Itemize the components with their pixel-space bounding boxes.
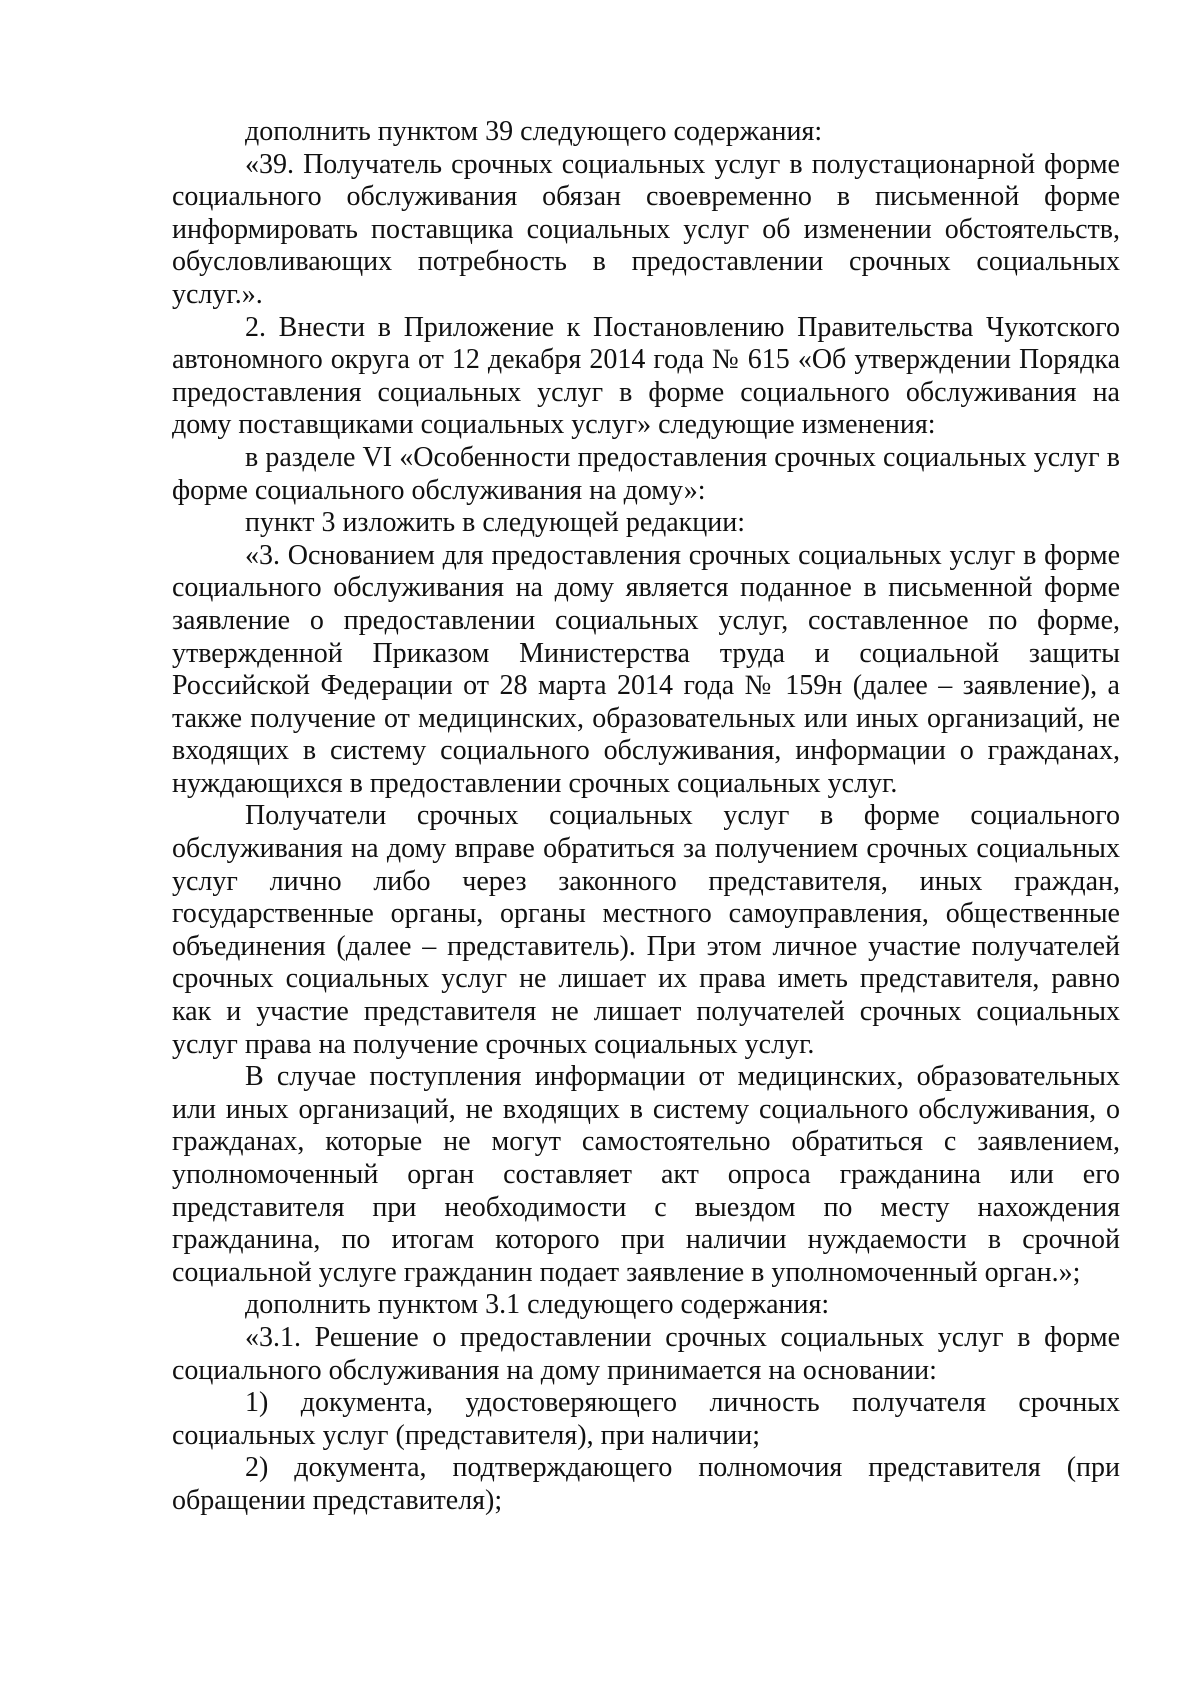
paragraph-1: дополнить пунктом 39 следующего содержания: — [245, 116, 823, 147]
paragraph-12: 2) документа, подтверждающего полномочия представителя (при обращении представителя); — [172, 1452, 1120, 1516]
paragraph-6: «3. Основанием для предоставления срочных социальных услуг в форме социального обслуживания на дому является поданное в письменной форме заявление о предоставлении социальных услуг, составленное по форме, утвержденной Приказом Министерства труда и социальной защиты Российской Федерации от 28 марта 2014 года № 159н (далее – заявление), а также получение от медицинских, образовательных или иных организаций, не входящих в систему социального обслуживания, информации о гражданах, нуждающихся в предоставлении срочных социальных услуг. — [172, 539, 1120, 799]
paragraph-7: Получатели срочных социальных услуг в форме социального обслуживания на дому вправе обратиться за получением срочных социальных услуг лично либо через законного представителя, иных граждан, государственные органы, органы местного самоуправления, общественные объединения (далее – представитель). При этом личное участие получателей срочных социальных услуг не лишает их права иметь представителя, равно как и участие представителя не лишает получателей срочных социальных услуг права на получение срочных социальных услуг. — [172, 800, 1120, 1060]
paragraph-8: В случае поступления информации от медицинских, образовательных или иных организаций, не входящих в систему социального обслуживания, о гражданах, которые не могут самостоятельно обратиться с заявлением, уполномоченный орган составляет акт опроса гражданина или его представителя при необходимости с выездом по месту нахождения гражданина, по итогам которого при наличии нуждаемости в срочной социальной услуге гражданин подает заявление в уполномоченный орган.»; — [172, 1061, 1120, 1288]
paragraph-2: «39. Получатель срочных социальных услуг в полустационарной форме социального обслуживания обязан своевременно в письменной форме информировать поставщика социальных услуг об изменении обстоятельств, обусловливающих потребность в предоставлении срочных социальных услуг.». — [172, 148, 1120, 310]
paragraph-4: в разделе VI «Особенности предоставления срочных социальных услуг в форме социального обслуживания на дому»: — [172, 441, 1120, 506]
paragraph-3: 2. Внести в Приложение к Постановлению Правительства Чукотского автономного округа от 12 декабря 2014 года № 615 «Об утверждении Порядка предоставления социальных услуг в форме социального обслуживания на дому поставщиками социальных услуг» следующие изменения: — [172, 311, 1120, 441]
paragraph-9: дополнить пунктом 3.1 следующего содержания: — [245, 1289, 830, 1321]
paragraph-5: пункт 3 изложить в следующей редакции: — [245, 507, 745, 539]
document-page — [172, 116, 1120, 1518]
paragraph-10: «3.1. Решение о предоставлении срочных социальных услуг в форме социального обслуживания на дому принимается на основании: — [172, 1321, 1120, 1386]
paragraph-11: 1) документа, удостоверяющего личность получателя срочных социальных услуг (представителя), при наличии; — [172, 1387, 1120, 1451]
